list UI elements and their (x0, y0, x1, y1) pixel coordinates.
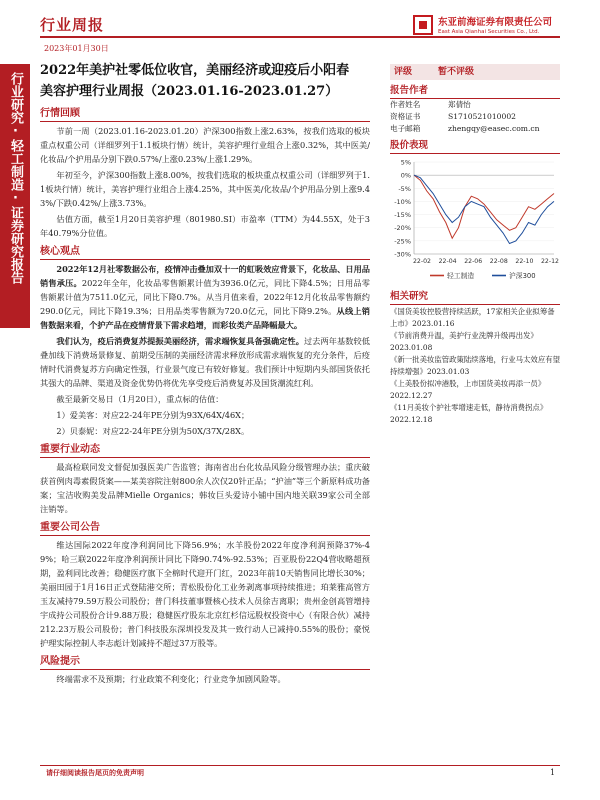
y-tick-label: -20% (394, 224, 411, 233)
related-item[interactable]: 《节前消费升温，美护行业洗牌升级再出发》2023.01.08 (390, 331, 538, 352)
y-tick-label: -25% (394, 237, 411, 246)
legend-label: 轻工制造 (447, 272, 475, 280)
review-paragraph-2: 年初至今，沪深300指数上涨8.00%，按我们选取的板块重点权重公司（详细罗列于1.1板块行情）统计，美容护理行业组合上涨4.25%，其中医美/化妆品/个护用品分别上涨9.43%/下跌0.42%/上涨3.73%。 (40, 170, 370, 208)
core-paragraph-2 (40, 334, 370, 390)
report-title-line2: 美容护理行业周报（2023.01.16-2023.01.27） (40, 84, 339, 99)
company-paragraph: 维达国际2022年度净利润同比下降56.9%；水羊股份2022年度净利润预降37%-49%；哈三联2022年度净利润预计同比下降90.74%-92.53%；百亚股份22Q4营收略超预期，盈利同比改善；稳健医疗旗下全棉时代迎开门红，2023年前10天销售同比增长30%；美丽田园于1月16日正式登陆港交所；青松股份化工业务剥离事项持续推进；珀莱雅高管方玉友减持79.59万股公司股份；普门科技董事暨核心技术人员徐吉离职；贵州金创高管增持宇成持公司股份合计9.88万股；稳健医疗股东北京红杉信远股权投资中心（有限合伙）减持212.23万股公司股份；普门科技股东深圳投发及其一致行动人已减持0.55%的股份；豪悦护理实际控制人李志彪计划减持不超过37万股等。 (40, 540, 370, 648)
main-column (40, 60, 370, 686)
y-tick-label: -15% (394, 211, 411, 220)
chart-svg (390, 156, 560, 286)
perf-heading: 股价表现 (390, 139, 560, 154)
analyst-email[interactable]: zhengqy@easec.com.cn (448, 124, 540, 133)
footer-disclaimer: 请仔细阅读报告尾页的免责声明 (46, 768, 144, 777)
section-heading-core: 核心观点 (40, 245, 370, 260)
related-item[interactable]: 《新一批美妆监管政策陆续落地，行业马太效应有望持续增强》2023.01.03 (390, 355, 560, 376)
section-heading-company: 重要公司公告 (40, 521, 370, 536)
x-tick-label: 22-02 (413, 258, 431, 265)
legend-label: 沪深300 (509, 272, 536, 280)
footer-rule (40, 765, 560, 766)
core-p1-tail: 从线上销售数据来看，个护产品在疫情背景下需求趋增，而彩妆类产品降幅最大。 (40, 306, 370, 330)
sidebar-category-text: 行业研究·轻工制造·证券研究报告 (8, 72, 23, 284)
report-date: 2023年01月30日 (44, 44, 109, 53)
x-tick-label: 22-04 (438, 258, 457, 265)
news-paragraph: 最高检联同发文督促加强医美广告监管；海南省出台化妆品风险分级管理办法；重庆破获首例肉毒素假货案——某美容院注射800余人次仅20针正品；“护油”等三个新原料成功备案；宝洁收购美发品牌Mielle Organics；韩妆巨头爱诗小铺中国内地关联39家公司全部注销等。 (40, 462, 370, 514)
analyst-row (390, 111, 560, 123)
related-item[interactable]: 《国货美妆控股营持续活跃，17家相关企业拟筹备上市》2023.01.16 (390, 307, 555, 328)
y-tick-label: 5% (400, 158, 411, 167)
header-rule (40, 36, 560, 38)
header-title: 行业周报 (40, 16, 105, 34)
company-logo (412, 10, 562, 44)
core-p1-bold: 2022年12月社零数据公布，疫情冲击叠加双十一的虹吸效应背景下，化妆品、日用品销售承压。 (40, 264, 370, 288)
sidebar-category (0, 64, 30, 328)
core-item-2: 2）贝泰妮：对应22-24年PE分别为50X/37X/28X。 (56, 426, 250, 436)
stock-performance-chart (390, 156, 560, 286)
rating-value: 暂不评级 (438, 67, 475, 77)
analyst-heading: 报告作者 (390, 84, 560, 99)
x-tick-label: 22-08 (489, 258, 508, 265)
core-item-1: 1）爱美客：对应22-24年PE分别为93X/64X/46X； (56, 410, 250, 420)
rating-box (390, 64, 560, 80)
x-tick-label: 22-12 (541, 258, 559, 265)
analyst-key: 电子邮箱 (390, 124, 421, 133)
page-number: 1 (550, 768, 556, 777)
x-tick-label: 22-06 (464, 258, 483, 265)
analyst-key: 资格证书 (390, 112, 421, 121)
risk-paragraph: 终端需求不及预期；行业政策不利变化；行业竞争加剧风险等。 (56, 674, 286, 684)
y-tick-label: 0% (400, 171, 411, 180)
report-title-line1: 2022年美护社零低位收官，美丽经济或迎疫后小阳春 (40, 63, 350, 78)
related-heading: 相关研究 (390, 290, 560, 305)
core-p1-rest: 2022年全年，化妆品零售额累计值为3936.0亿元，同比下降4.5%；日用品零售额累计值为7511.0亿元，同比下降0.7%。从当月值来看，2022年12月化妆品零售额约290.0亿元，同比下降19.3%；日用品类零售额为720.0亿元，同比下降9.2%。 (40, 278, 370, 316)
logo-name-cn: 东亚前海证券有限责任公司 (438, 17, 553, 28)
analyst-row (390, 99, 560, 111)
analyst-value: 郑倩怡 (448, 100, 471, 109)
section-heading-news: 重要行业动态 (40, 443, 370, 458)
y-tick-label: -5% (398, 184, 411, 193)
review-paragraph-1: 节前一周（2023.01.16-2023.01.20）沪深300指数上涨2.63%，按我们选取的板块重点权重公司（详细罗列于1.1板块行情）统计，美容护理行业组合上涨0.32%，其中医美/化妆品/个护用品分别下跌0.57%/上涨0.23%/上涨1.29%。 (40, 126, 370, 164)
y-tick-label: -10% (394, 197, 411, 206)
logo-name-en: East Asia Qianhai Securities Co., Ltd. (438, 29, 540, 35)
section-heading-review: 行情回顾 (40, 107, 370, 122)
section-heading-risk: 风险提示 (40, 655, 370, 670)
analyst-value: S1710521010002 (448, 112, 517, 121)
core-paragraph-1 (40, 262, 370, 332)
x-tick-label: 22-10 (515, 258, 534, 265)
logo-icon (412, 14, 434, 38)
series-line (414, 175, 554, 243)
rating-label: 评级 (394, 67, 413, 77)
right-column (390, 64, 560, 425)
core-p2-bold: 我们认为，疫后消费复苏提振美丽经济，需求端恢复具备强确定性。 (56, 336, 305, 346)
related-item[interactable]: 《上美股份拟冲港股，上市国货美妆再添一员》2022.12.27 (390, 379, 546, 400)
core-paragraph-3: 截至最新交易日（1月20日），重点标的估值： (56, 394, 224, 404)
y-tick-label: -30% (394, 250, 411, 259)
report-title (40, 60, 370, 102)
review-paragraph-3: 估值方面，截至1月20日美容护理（801980.SI）市盈率（TTM）为44.55X，处于3年40.79%分位值。 (40, 214, 370, 238)
analyst-row (390, 123, 560, 135)
analyst-key: 作者姓名 (390, 100, 421, 109)
core-p2-rest: 过去两年基数较低叠加线下消费场景修复、前期受压制的美丽经济需求释放形成需求端恢复的充分条件，后疫情时代消费复苏方向确定性强，行业景气度已有较好修复。我们预计中短期内头部国货依托其强大的品牌、渠道及资金优势仍将优先享受疫后消费复苏及国货潮流红利。 (40, 336, 370, 388)
related-item[interactable]: 《11月美妆个护社零增速走低，静待消费拐点》2022.12.18 (390, 403, 548, 424)
